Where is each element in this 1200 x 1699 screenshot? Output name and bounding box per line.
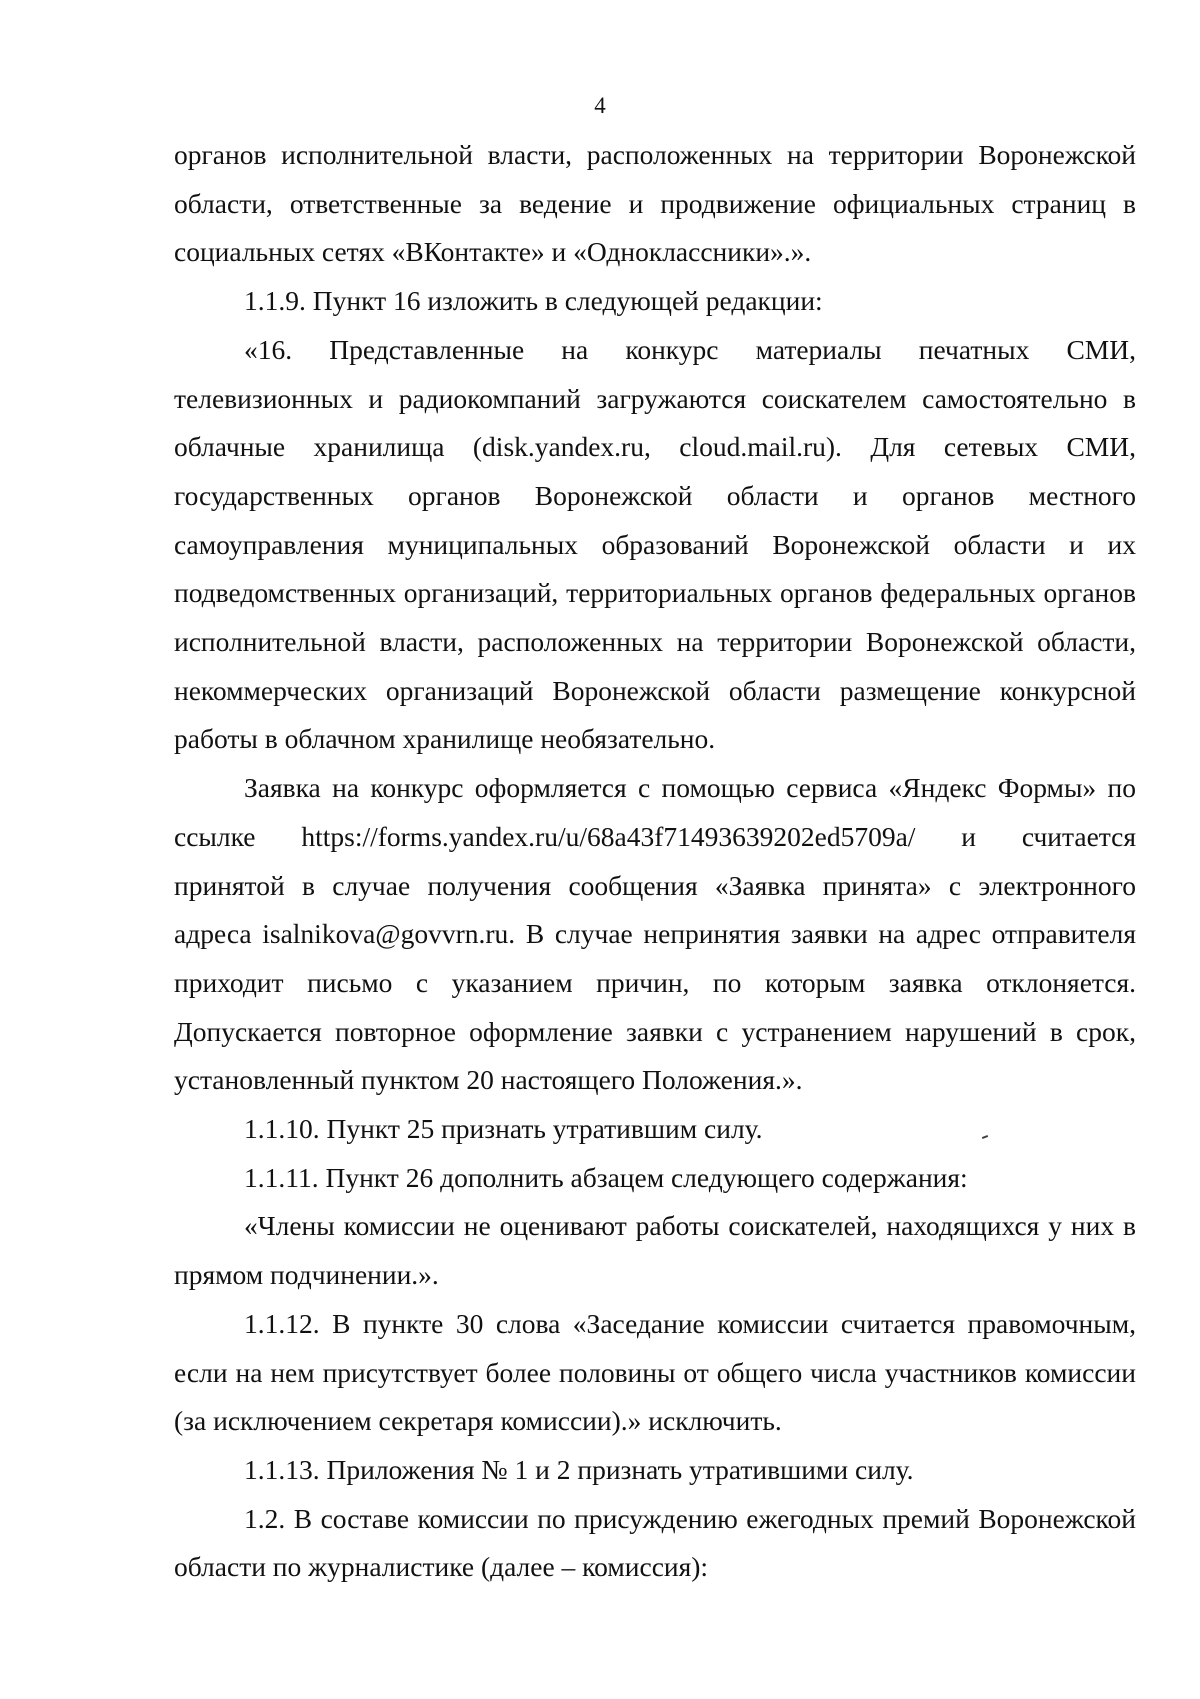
paragraph-1-2: 1.2. В составе комиссии по присуждению ежегодных премий Воронежской области по журналистике (далее – комиссия): xyxy=(174,1502,1136,1583)
page-number: 4 xyxy=(594,93,606,118)
paragraph-continuation: органов исполнительной власти, расположенных на территории Воронежской области, ответственные за ведение и продвижение официальных страниц в социальных сетях «ВКонтакте» и «Одноклассники».». xyxy=(174,139,1136,268)
paragraph-1-1-13: 1.1.13. Приложения № 1 и 2 признать утратившими силу. xyxy=(244,1453,914,1485)
paragraph-commission-members: «Члены комиссии не оценивают работы соискателей, находящихся у них в прямом подчинении.». xyxy=(174,1210,1136,1291)
paragraph-1-1-12: 1.1.12. В пункте 30 слова «Заседание комиссии считается правомочным, если на нем присутствует более половины от общего числа участников комиссии (за исключением секретаря комиссии).» исключить. xyxy=(174,1307,1136,1437)
paragraph-point-16: «16. Представленные на конкурс материалы печатных СМИ, телевизионных и радиокомпаний загружаются соискателем самостоятельно в облачные хранилища (disk.yandex.ru, cloud.mail.ru). Для сетевых СМИ, государственных органов Воронежской области и органов местного самоуправления муниципальных образований Воронежской области и их подведомственных организаций, территориальных органов федеральных органов исполнительной власти, расположенных на территории Воронежской области, некоммерческих организаций Воронежской области размещение конкурсной работы в облачном хранилище необязательно. xyxy=(174,333,1136,755)
paragraph-application: Заявка на конкурс оформляется с помощью сервиса «Яндекс Формы» по ссылке https://forms.yandex.ru/u/68a43f71493639202ed5709a/ и считается принятой в случае получения сообщения «Заявка принята» с электронного адреса isalnikova@govvrn.ru. В случае непринятия заявки на адрес отправителя приходит письмо с указанием причин, по которым заявка отклоняется. Допускается повторное оформление заявки с устранением нарушений в срок, установленный пунктом 20 настоящего Положения.». xyxy=(174,772,1136,1096)
document-body xyxy=(174,131,1136,1592)
paragraph-1-1-9: 1.1.9. Пункт 16 изложить в следующей редакции: xyxy=(244,285,823,317)
paragraph-1-1-10: 1.1.10. Пункт 25 признать утратившим силу. xyxy=(244,1113,763,1145)
paragraph-1-1-11: 1.1.11. Пункт 26 дополнить абзацем следующего содержания: xyxy=(244,1161,968,1193)
